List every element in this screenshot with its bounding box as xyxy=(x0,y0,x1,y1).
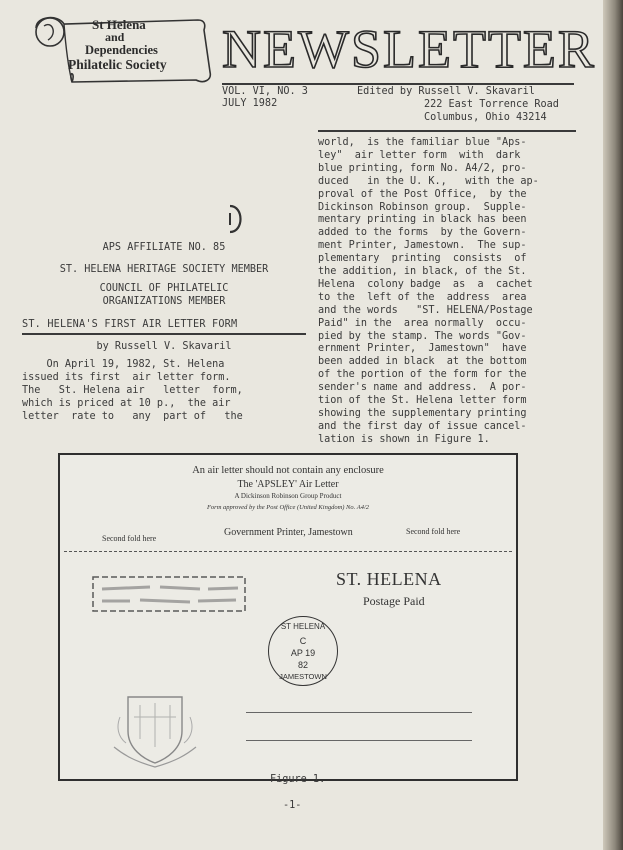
logo-line-philatelic-society: Philatelic Society xyxy=(68,57,167,72)
article-right-line: Helena colony badge as a cachet xyxy=(318,278,533,290)
article-right-line: Dickinson Robinson group. Supple- xyxy=(318,201,527,213)
editor-address-city: Columbus, Ohio 43214 xyxy=(424,112,547,123)
article-left-line: which is priced at 10 p., the air xyxy=(22,398,231,409)
address-line xyxy=(246,712,472,713)
title-rule xyxy=(222,83,574,85)
figure-fold-right: Second fold here xyxy=(406,527,461,536)
affiliation-heritage-society: ST. HELENA HERITAGE SOCIETY MEMBER xyxy=(59,264,269,275)
article-right-line: plementary printing consists of xyxy=(318,253,527,265)
article-right-line: and the first day of issue cancel- xyxy=(318,420,527,432)
headline-underline xyxy=(22,333,306,335)
article-right-line: proval of the Post Office, by the xyxy=(318,188,527,200)
affiliation-aps: APS AFFILIATE NO. 85 xyxy=(102,242,226,253)
colony-badge-icon xyxy=(110,687,200,769)
article-left-line: issued its first air letter form. xyxy=(22,372,231,383)
postmark-bottom-text: JAMESTOWN xyxy=(279,672,327,681)
postmark-top-text: ST HELENA xyxy=(280,622,326,631)
column-rule xyxy=(318,130,576,132)
postmark-year: 82 xyxy=(297,660,308,670)
figure-caption: Figure 1. xyxy=(270,774,326,785)
editor-address-street: 222 East Torrence Road xyxy=(424,99,559,110)
article-right-line: showing the supplementary printing xyxy=(318,407,527,419)
article-right-line: lation is shown in Figure 1. xyxy=(318,433,490,445)
article-right-line: added to the forms by the Govern- xyxy=(318,227,527,239)
binding-edge xyxy=(603,0,623,850)
article-left-line: On April 19, 1982, St. Helena xyxy=(22,359,225,370)
article-right-line: ment Printer, Jamestown. The sup- xyxy=(318,240,527,252)
figure-enclosure-notice: An air letter should not contain any enclosure xyxy=(192,465,384,476)
figure-approval-line: Form approved by the Post Office (United Kingdom) No. A4/2 xyxy=(206,504,370,511)
figure-stamp-subtitle: Postage Paid xyxy=(363,594,425,608)
article-left-line: The St. Helena air letter form, xyxy=(22,385,243,396)
article-right-line: duced in the U. K., with the ap- xyxy=(318,175,539,187)
figure-stamp-title: ST. HELENA xyxy=(336,569,442,589)
article-right-line: mentary printing in black has been xyxy=(318,214,527,226)
address-line xyxy=(246,740,472,741)
article-right-line: Paid" in the area normally occu- xyxy=(318,317,527,329)
article-right-line: been added in black at the bottom xyxy=(318,356,527,368)
postmark-letter: C xyxy=(299,636,307,646)
logo-line-dependencies: Dependencies xyxy=(85,43,158,57)
article-right-line: blue printing, form No. A4/2, pro- xyxy=(318,162,527,174)
article-right-line: to the left of the address area xyxy=(318,291,527,303)
figure-printer-line: Government Printer, Jamestown xyxy=(224,527,353,538)
article-right-line: pied by the stamp. The words "Gov- xyxy=(318,330,527,342)
affiliation-organizations: ORGANIZATIONS MEMBER xyxy=(102,296,226,307)
air-letter-figure xyxy=(58,453,518,781)
article-left-line: letter rate to any part of the xyxy=(22,411,243,422)
issue-date: JULY 1982 xyxy=(222,98,278,109)
article-byline: by Russell V. Skavaril xyxy=(96,341,232,352)
editor-line: Edited by Russell V. Skavaril xyxy=(357,86,535,97)
article-right-line: world, is the familiar blue "Aps- xyxy=(318,137,527,148)
article-right-line: ernment Printer, Jamestown" have xyxy=(318,343,527,355)
figure-fold-line xyxy=(64,551,512,552)
article-right-line: ley" air letter form with dark xyxy=(318,149,521,161)
faded-cachet-icon xyxy=(90,571,250,617)
volume-number: VOL. VI, NO. 3 xyxy=(222,86,308,97)
logo-line-and: and xyxy=(105,30,125,44)
figure-apsley-line: The 'APSLEY' Air Letter xyxy=(237,479,339,490)
article-right-line: the addition, in black, of the St. xyxy=(318,266,527,277)
article-headline: ST. HELENA'S FIRST AIR LETTER FORM xyxy=(22,319,238,330)
page-number: -1- xyxy=(283,800,302,811)
affiliation-council: COUNCIL OF PHILATELIC xyxy=(99,283,229,294)
bracket-mark-icon xyxy=(226,203,246,235)
article-right-line: tion of the St. Helena letter form xyxy=(318,395,527,406)
article-right-line: and the words "ST. HELENA/Postage xyxy=(318,304,533,316)
article-right-line: of the portion of the form for the xyxy=(318,369,527,381)
figure-dickinson-line: A Dickinson Robinson Group Product xyxy=(234,492,342,500)
article-right-line: sender's name and address. A por- xyxy=(318,382,527,394)
figure-fold-left: Second fold here xyxy=(102,534,157,543)
postmark-date: AP 19 xyxy=(290,648,316,658)
newsletter-title: NEWSLETTER xyxy=(222,19,596,79)
logo-line-st-helena: St Helena xyxy=(92,17,146,32)
